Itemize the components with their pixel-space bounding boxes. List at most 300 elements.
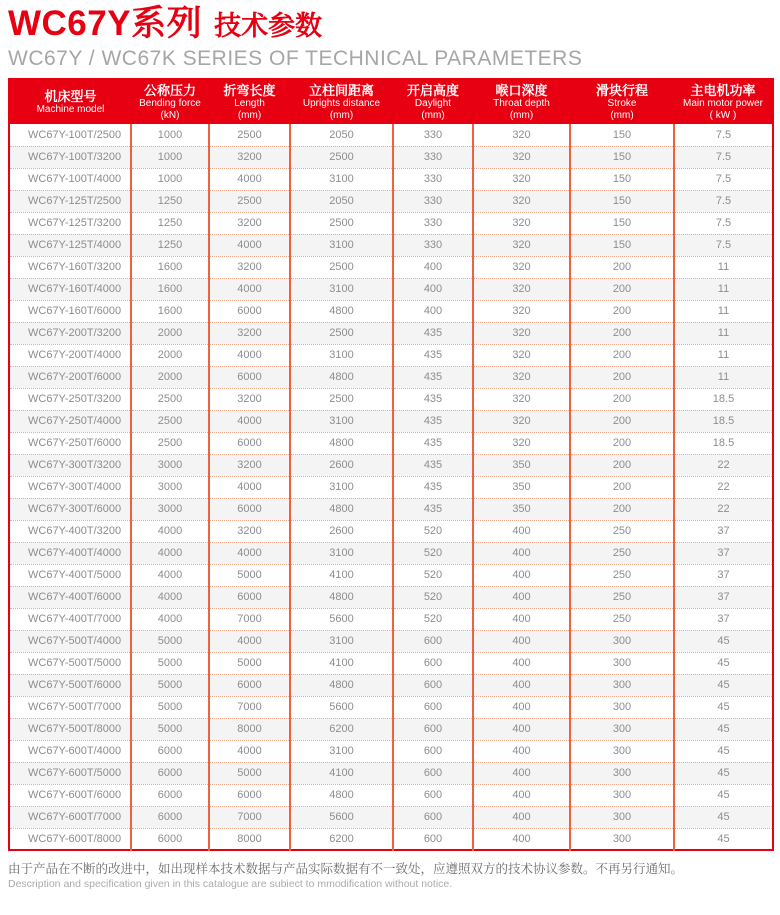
value-cell: 2050 bbox=[290, 190, 393, 212]
value-cell: 330 bbox=[393, 234, 473, 256]
value-cell: 320 bbox=[473, 190, 570, 212]
value-cell: 300 bbox=[570, 828, 674, 850]
value-cell: 4800 bbox=[290, 674, 393, 696]
value-cell: 4000 bbox=[209, 344, 290, 366]
value-cell: 330 bbox=[393, 124, 473, 146]
table-row bbox=[9, 498, 773, 520]
machine-model-cell: WC67Y-100T/3200 bbox=[9, 146, 131, 168]
value-cell: 37 bbox=[674, 608, 773, 630]
value-cell: 3100 bbox=[290, 410, 393, 432]
value-cell: 7000 bbox=[209, 608, 290, 630]
col-header-daylight bbox=[393, 79, 473, 124]
value-cell: 1250 bbox=[131, 190, 209, 212]
value-cell: 18.5 bbox=[674, 410, 773, 432]
value-cell: 4800 bbox=[290, 366, 393, 388]
value-cell: 400 bbox=[473, 520, 570, 542]
machine-model-cell: WC67Y-400T/6000 bbox=[9, 586, 131, 608]
machine-model-cell: WC67Y-500T/6000 bbox=[9, 674, 131, 696]
value-cell: 11 bbox=[674, 322, 773, 344]
value-cell: 45 bbox=[674, 674, 773, 696]
value-cell: 7000 bbox=[209, 806, 290, 828]
value-cell: 400 bbox=[393, 278, 473, 300]
machine-model-cell: WC67Y-160T/4000 bbox=[9, 278, 131, 300]
value-cell: 22 bbox=[674, 498, 773, 520]
disclaimer-en: Description and specification given in this catalogue are subiect to mmodification without notice. bbox=[8, 878, 453, 890]
value-cell: 2050 bbox=[290, 124, 393, 146]
machine-model-cell: WC67Y-500T/5000 bbox=[9, 652, 131, 674]
table-row bbox=[9, 366, 773, 388]
machine-model-cell: WC67Y-125T/4000 bbox=[9, 234, 131, 256]
value-cell: 45 bbox=[674, 652, 773, 674]
machine-model-cell: WC67Y-400T/5000 bbox=[9, 564, 131, 586]
value-cell: 3100 bbox=[290, 542, 393, 564]
header-cn: 开启高度 bbox=[406, 82, 459, 98]
table-row bbox=[9, 784, 773, 806]
value-cell: 6200 bbox=[290, 718, 393, 740]
value-cell: 520 bbox=[393, 586, 473, 608]
value-cell: 3200 bbox=[209, 212, 290, 234]
value-cell: 400 bbox=[473, 630, 570, 652]
value-cell: 600 bbox=[393, 718, 473, 740]
value-cell: 320 bbox=[473, 388, 570, 410]
value-cell: 4800 bbox=[290, 432, 393, 454]
value-cell: 7.5 bbox=[674, 190, 773, 212]
value-cell: 2600 bbox=[290, 520, 393, 542]
value-cell: 3000 bbox=[131, 454, 209, 476]
value-cell: 2000 bbox=[131, 366, 209, 388]
value-cell: 435 bbox=[393, 344, 473, 366]
page-subtitle-en: WC67Y / WC67K SERIES OF TECHNICAL PARAMETERS bbox=[8, 47, 583, 70]
table-row bbox=[9, 454, 773, 476]
value-cell: 45 bbox=[674, 740, 773, 762]
value-cell: 18.5 bbox=[674, 388, 773, 410]
value-cell: 400 bbox=[473, 762, 570, 784]
table-row bbox=[9, 476, 773, 498]
value-cell: 320 bbox=[473, 146, 570, 168]
value-cell: 400 bbox=[473, 674, 570, 696]
machine-model-cell: WC67Y-100T/4000 bbox=[9, 168, 131, 190]
value-cell: 3100 bbox=[290, 278, 393, 300]
value-cell: 3100 bbox=[290, 344, 393, 366]
value-cell: 4000 bbox=[209, 740, 290, 762]
value-cell: 4800 bbox=[290, 784, 393, 806]
value-cell: 520 bbox=[393, 608, 473, 630]
machine-model-cell: WC67Y-200T/6000 bbox=[9, 366, 131, 388]
value-cell: 4000 bbox=[131, 564, 209, 586]
value-cell: 6000 bbox=[209, 498, 290, 520]
value-cell: 3200 bbox=[209, 146, 290, 168]
table-row bbox=[9, 344, 773, 366]
value-cell: 200 bbox=[570, 410, 674, 432]
value-cell: 150 bbox=[570, 234, 674, 256]
machine-model-cell: WC67Y-160T/6000 bbox=[9, 300, 131, 322]
value-cell: 6000 bbox=[209, 300, 290, 322]
value-cell: 400 bbox=[473, 542, 570, 564]
value-cell: 1250 bbox=[131, 234, 209, 256]
value-cell: 200 bbox=[570, 476, 674, 498]
value-cell: 400 bbox=[473, 564, 570, 586]
value-cell: 600 bbox=[393, 762, 473, 784]
value-cell: 4000 bbox=[209, 542, 290, 564]
table-row bbox=[9, 432, 773, 454]
machine-model-cell: WC67Y-125T/2500 bbox=[9, 190, 131, 212]
value-cell: 250 bbox=[570, 564, 674, 586]
value-cell: 400 bbox=[473, 652, 570, 674]
footer-disclaimer bbox=[8, 861, 772, 891]
value-cell: 300 bbox=[570, 762, 674, 784]
value-cell: 330 bbox=[393, 212, 473, 234]
value-cell: 1250 bbox=[131, 212, 209, 234]
value-cell: 435 bbox=[393, 432, 473, 454]
col-header-length bbox=[209, 79, 290, 124]
machine-model-cell: WC67Y-500T/4000 bbox=[9, 630, 131, 652]
value-cell: 4800 bbox=[290, 300, 393, 322]
value-cell: 300 bbox=[570, 652, 674, 674]
value-cell: 320 bbox=[473, 124, 570, 146]
value-cell: 4800 bbox=[290, 498, 393, 520]
table-row bbox=[9, 630, 773, 652]
value-cell: 330 bbox=[393, 190, 473, 212]
value-cell: 300 bbox=[570, 674, 674, 696]
value-cell: 600 bbox=[393, 828, 473, 850]
value-cell: 150 bbox=[570, 190, 674, 212]
value-cell: 8000 bbox=[209, 828, 290, 850]
value-cell: 330 bbox=[393, 146, 473, 168]
value-cell: 6000 bbox=[131, 806, 209, 828]
value-cell: 4000 bbox=[209, 234, 290, 256]
title-series-cn: WC67Y系列 bbox=[8, 4, 203, 43]
value-cell: 400 bbox=[473, 740, 570, 762]
table-row bbox=[9, 740, 773, 762]
value-cell: 2500 bbox=[290, 146, 393, 168]
title-params-cn: 技术参数 bbox=[214, 11, 323, 41]
value-cell: 5000 bbox=[131, 696, 209, 718]
value-cell: 435 bbox=[393, 322, 473, 344]
value-cell: 45 bbox=[674, 762, 773, 784]
value-cell: 320 bbox=[473, 366, 570, 388]
value-cell: 37 bbox=[674, 520, 773, 542]
machine-model-cell: WC67Y-500T/7000 bbox=[9, 696, 131, 718]
machine-model-cell: WC67Y-250T/3200 bbox=[9, 388, 131, 410]
value-cell: 11 bbox=[674, 278, 773, 300]
value-cell: 200 bbox=[570, 432, 674, 454]
value-cell: 45 bbox=[674, 630, 773, 652]
table-row bbox=[9, 542, 773, 564]
value-cell: 22 bbox=[674, 454, 773, 476]
col-header-machine-model bbox=[9, 79, 131, 124]
value-cell: 2500 bbox=[209, 190, 290, 212]
value-cell: 320 bbox=[473, 278, 570, 300]
value-cell: 3100 bbox=[290, 630, 393, 652]
value-cell: 320 bbox=[473, 234, 570, 256]
table-row bbox=[9, 322, 773, 344]
value-cell: 4000 bbox=[209, 476, 290, 498]
value-cell: 520 bbox=[393, 564, 473, 586]
value-cell: 22 bbox=[674, 476, 773, 498]
value-cell: 300 bbox=[570, 806, 674, 828]
value-cell: 2000 bbox=[131, 344, 209, 366]
value-cell: 6000 bbox=[131, 762, 209, 784]
value-cell: 435 bbox=[393, 498, 473, 520]
value-cell: 6000 bbox=[131, 784, 209, 806]
value-cell: 200 bbox=[570, 366, 674, 388]
header-en: Machine model bbox=[36, 103, 105, 115]
machine-model-cell: WC67Y-300T/3200 bbox=[9, 454, 131, 476]
header-unit: ( kW ) bbox=[709, 109, 737, 121]
value-cell: 2500 bbox=[131, 388, 209, 410]
col-header-throat-depth bbox=[473, 79, 570, 124]
value-cell: 320 bbox=[473, 300, 570, 322]
value-cell: 45 bbox=[674, 718, 773, 740]
table-row bbox=[9, 608, 773, 630]
machine-model-cell: WC67Y-200T/4000 bbox=[9, 344, 131, 366]
header-unit: (mm) bbox=[509, 109, 534, 121]
machine-model-cell: WC67Y-500T/8000 bbox=[9, 718, 131, 740]
table-row bbox=[9, 124, 773, 146]
value-cell: 2500 bbox=[290, 256, 393, 278]
table-row bbox=[9, 256, 773, 278]
table-row bbox=[9, 806, 773, 828]
value-cell: 3100 bbox=[290, 476, 393, 498]
value-cell: 600 bbox=[393, 652, 473, 674]
value-cell: 4000 bbox=[209, 168, 290, 190]
value-cell: 520 bbox=[393, 520, 473, 542]
col-header-bending-force bbox=[131, 79, 209, 124]
value-cell: 5600 bbox=[290, 608, 393, 630]
value-cell: 7.5 bbox=[674, 124, 773, 146]
table-row bbox=[9, 410, 773, 432]
header-cn: 滑块行程 bbox=[595, 82, 648, 98]
value-cell: 300 bbox=[570, 784, 674, 806]
machine-model-cell: WC67Y-600T/7000 bbox=[9, 806, 131, 828]
value-cell: 37 bbox=[674, 586, 773, 608]
value-cell: 520 bbox=[393, 542, 473, 564]
header-row bbox=[9, 79, 773, 124]
col-header-uprights-distance bbox=[290, 79, 393, 124]
value-cell: 3100 bbox=[290, 234, 393, 256]
machine-model-cell: WC67Y-400T/4000 bbox=[9, 542, 131, 564]
value-cell: 4000 bbox=[209, 410, 290, 432]
value-cell: 5000 bbox=[131, 718, 209, 740]
value-cell: 5000 bbox=[209, 564, 290, 586]
machine-model-cell: WC67Y-125T/3200 bbox=[9, 212, 131, 234]
value-cell: 600 bbox=[393, 630, 473, 652]
value-cell: 400 bbox=[473, 806, 570, 828]
value-cell: 600 bbox=[393, 784, 473, 806]
table-row bbox=[9, 828, 773, 850]
value-cell: 3200 bbox=[209, 322, 290, 344]
value-cell: 1600 bbox=[131, 278, 209, 300]
value-cell: 200 bbox=[570, 278, 674, 300]
value-cell: 45 bbox=[674, 828, 773, 850]
value-cell: 4000 bbox=[209, 278, 290, 300]
value-cell: 1600 bbox=[131, 300, 209, 322]
header-cn: 机床型号 bbox=[44, 88, 97, 104]
value-cell: 6000 bbox=[209, 586, 290, 608]
header-en: Main motor power bbox=[682, 97, 764, 109]
value-cell: 200 bbox=[570, 498, 674, 520]
col-header-stroke bbox=[570, 79, 674, 124]
header-en: Throat depth bbox=[493, 97, 550, 109]
machine-model-cell: WC67Y-600T/8000 bbox=[9, 828, 131, 850]
table-row bbox=[9, 212, 773, 234]
header-cn: 主电机功率 bbox=[690, 82, 756, 98]
machine-model-cell: WC67Y-600T/5000 bbox=[9, 762, 131, 784]
machine-model-cell: WC67Y-250T/6000 bbox=[9, 432, 131, 454]
value-cell: 320 bbox=[473, 322, 570, 344]
value-cell: 150 bbox=[570, 146, 674, 168]
value-cell: 435 bbox=[393, 454, 473, 476]
value-cell: 8000 bbox=[209, 718, 290, 740]
value-cell: 11 bbox=[674, 366, 773, 388]
value-cell: 5600 bbox=[290, 696, 393, 718]
value-cell: 330 bbox=[393, 168, 473, 190]
header-cn: 喉口深度 bbox=[495, 82, 548, 98]
header-unit: (mm) bbox=[237, 109, 262, 121]
table-header bbox=[9, 79, 773, 124]
value-cell: 200 bbox=[570, 256, 674, 278]
value-cell: 300 bbox=[570, 740, 674, 762]
page-title bbox=[8, 4, 772, 46]
col-header-main-motor-power bbox=[674, 79, 773, 124]
value-cell: 600 bbox=[393, 674, 473, 696]
value-cell: 3200 bbox=[209, 388, 290, 410]
value-cell: 400 bbox=[393, 256, 473, 278]
value-cell: 435 bbox=[393, 388, 473, 410]
table-row bbox=[9, 278, 773, 300]
value-cell: 4000 bbox=[131, 542, 209, 564]
value-cell: 45 bbox=[674, 784, 773, 806]
header-en: Length bbox=[234, 97, 265, 109]
table-row bbox=[9, 586, 773, 608]
table-body bbox=[9, 124, 773, 850]
technical-parameters-table bbox=[8, 78, 774, 851]
value-cell: 11 bbox=[674, 300, 773, 322]
table-row bbox=[9, 234, 773, 256]
table-row bbox=[9, 718, 773, 740]
value-cell: 4000 bbox=[131, 608, 209, 630]
value-cell: 320 bbox=[473, 432, 570, 454]
value-cell: 400 bbox=[473, 608, 570, 630]
value-cell: 2500 bbox=[290, 212, 393, 234]
value-cell: 435 bbox=[393, 476, 473, 498]
value-cell: 2500 bbox=[290, 388, 393, 410]
value-cell: 37 bbox=[674, 564, 773, 586]
table-row bbox=[9, 696, 773, 718]
value-cell: 6000 bbox=[131, 828, 209, 850]
value-cell: 3200 bbox=[209, 454, 290, 476]
value-cell: 5000 bbox=[131, 674, 209, 696]
header-en: Uprights distance bbox=[302, 97, 381, 109]
value-cell: 3200 bbox=[209, 256, 290, 278]
value-cell: 250 bbox=[570, 520, 674, 542]
value-cell: 2500 bbox=[290, 322, 393, 344]
header-unit: (mm) bbox=[610, 109, 634, 121]
header-cn: 折弯长度 bbox=[223, 82, 276, 98]
table-row bbox=[9, 520, 773, 542]
value-cell: 6000 bbox=[209, 366, 290, 388]
value-cell: 1000 bbox=[131, 168, 209, 190]
value-cell: 600 bbox=[393, 740, 473, 762]
value-cell: 300 bbox=[570, 630, 674, 652]
value-cell: 1000 bbox=[131, 124, 209, 146]
value-cell: 7.5 bbox=[674, 146, 773, 168]
header-en: Stroke bbox=[607, 97, 637, 109]
table-row bbox=[9, 168, 773, 190]
machine-model-cell: WC67Y-600T/4000 bbox=[9, 740, 131, 762]
value-cell: 6000 bbox=[209, 432, 290, 454]
machine-model-cell: WC67Y-400T/7000 bbox=[9, 608, 131, 630]
value-cell: 4000 bbox=[131, 520, 209, 542]
table-row bbox=[9, 564, 773, 586]
value-cell: 3100 bbox=[290, 168, 393, 190]
value-cell: 400 bbox=[473, 828, 570, 850]
header-unit: (mm) bbox=[421, 109, 445, 121]
table-row bbox=[9, 388, 773, 410]
value-cell: 2500 bbox=[131, 432, 209, 454]
value-cell: 320 bbox=[473, 256, 570, 278]
value-cell: 400 bbox=[473, 696, 570, 718]
value-cell: 320 bbox=[473, 168, 570, 190]
disclaimer-cn: 由于产品在不断的改进中，如出现样本技术数据与产品实际数据有不一致处，应遵照双方的技术协议参数。不再另行通知。 bbox=[8, 862, 684, 876]
value-cell: 7000 bbox=[209, 696, 290, 718]
header-cn: 公称压力 bbox=[143, 82, 196, 98]
machine-model-cell: WC67Y-600T/6000 bbox=[9, 784, 131, 806]
machine-model-cell: WC67Y-300T/6000 bbox=[9, 498, 131, 520]
value-cell: 6000 bbox=[131, 740, 209, 762]
table-row bbox=[9, 652, 773, 674]
value-cell: 250 bbox=[570, 586, 674, 608]
value-cell: 37 bbox=[674, 542, 773, 564]
value-cell: 5000 bbox=[131, 630, 209, 652]
value-cell: 3100 bbox=[290, 740, 393, 762]
value-cell: 5600 bbox=[290, 806, 393, 828]
value-cell: 4000 bbox=[131, 586, 209, 608]
value-cell: 2600 bbox=[290, 454, 393, 476]
value-cell: 11 bbox=[674, 256, 773, 278]
table-row bbox=[9, 190, 773, 212]
value-cell: 45 bbox=[674, 806, 773, 828]
value-cell: 11 bbox=[674, 344, 773, 366]
value-cell: 1600 bbox=[131, 256, 209, 278]
value-cell: 5000 bbox=[209, 762, 290, 784]
value-cell: 2500 bbox=[209, 124, 290, 146]
value-cell: 4100 bbox=[290, 652, 393, 674]
header-cn: 立柱间距离 bbox=[308, 82, 374, 98]
machine-model-cell: WC67Y-160T/3200 bbox=[9, 256, 131, 278]
value-cell: 250 bbox=[570, 542, 674, 564]
value-cell: 4000 bbox=[209, 630, 290, 652]
value-cell: 435 bbox=[393, 410, 473, 432]
value-cell: 200 bbox=[570, 344, 674, 366]
value-cell: 400 bbox=[473, 784, 570, 806]
table-row bbox=[9, 300, 773, 322]
value-cell: 400 bbox=[473, 586, 570, 608]
value-cell: 7.5 bbox=[674, 212, 773, 234]
machine-model-cell: WC67Y-250T/4000 bbox=[9, 410, 131, 432]
value-cell: 250 bbox=[570, 608, 674, 630]
machine-model-cell: WC67Y-100T/2500 bbox=[28, 128, 122, 141]
value-cell: 4100 bbox=[290, 564, 393, 586]
value-cell: 600 bbox=[393, 806, 473, 828]
value-cell: 300 bbox=[570, 696, 674, 718]
value-cell: 150 bbox=[570, 124, 674, 146]
value-cell: 320 bbox=[473, 344, 570, 366]
header-unit: (kN) bbox=[160, 109, 180, 121]
value-cell: 400 bbox=[473, 718, 570, 740]
value-cell: 200 bbox=[570, 454, 674, 476]
header-en: Bending force bbox=[139, 97, 201, 109]
